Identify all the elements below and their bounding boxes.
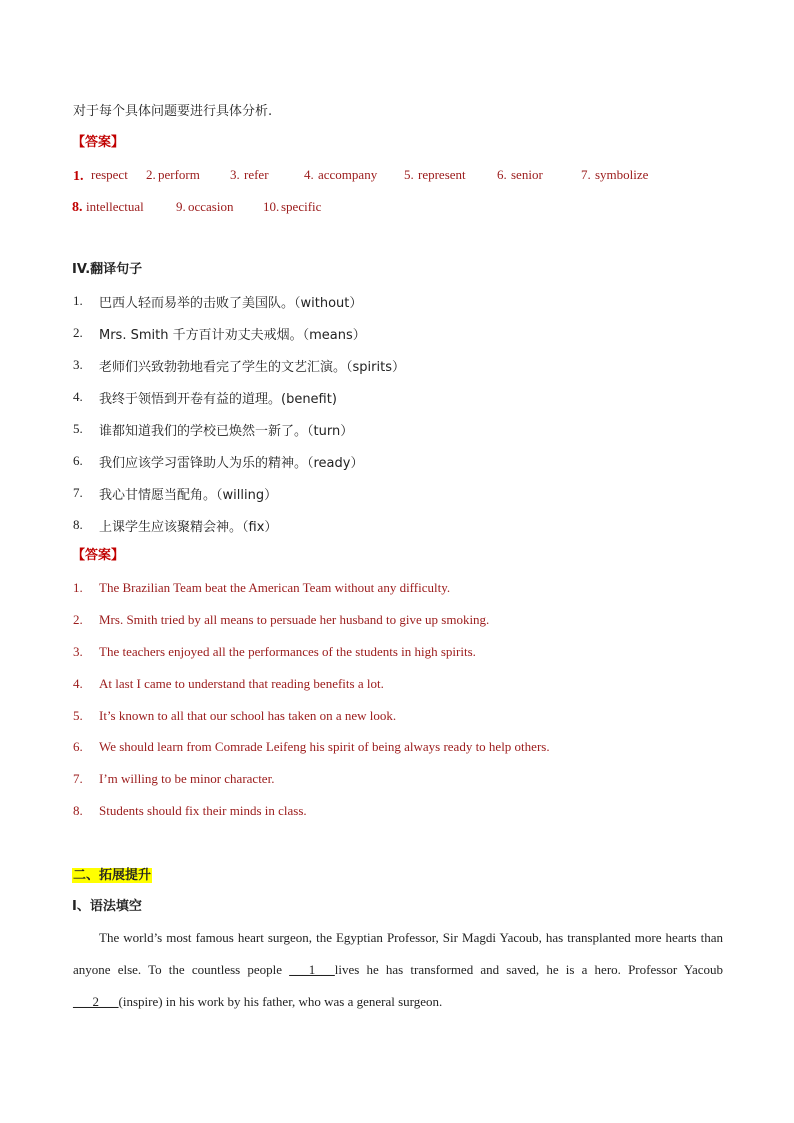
- blank-1[interactable]: ___1___: [289, 962, 335, 977]
- item-number: 3.: [73, 357, 83, 372]
- translation-answer: Students should fix their minds in class.: [99, 803, 307, 818]
- translation-question: 我心甘情愿当配角。（willing）: [99, 488, 278, 503]
- item-number: 8.: [73, 517, 83, 532]
- passage-text: lives he has transformed and saved, he is a hero. Professor Yacoub: [334, 962, 723, 977]
- vocab-num: 2.: [146, 167, 156, 182]
- answer-label: 【答案】: [72, 548, 125, 563]
- translation-answer: At last I came to understand that reading benefits a lot.: [99, 676, 384, 691]
- item-number: 1.: [73, 293, 83, 308]
- vocab-num: 7.: [581, 167, 591, 182]
- vocab-word: refer: [244, 167, 269, 182]
- vocab-word: symbolize: [595, 167, 649, 182]
- vocab-word: specific: [281, 199, 322, 214]
- translation-question: 老师们兴致勃勃地看完了学生的文艺汇演。（spirits）: [99, 360, 405, 375]
- answer-label: 【答案】: [72, 135, 125, 150]
- item-number: 6.: [73, 739, 83, 754]
- translation-question: 上课学生应该聚精会神。（fix）: [99, 520, 278, 535]
- intro-text: 对于每个具体问题要进行具体分析.: [73, 104, 273, 119]
- part-title-text: 二、拓展提升: [73, 868, 152, 883]
- vocab-num: 1.: [73, 169, 84, 184]
- vocab-word: accompany: [318, 167, 378, 182]
- translation-question: 我们应该学习雷锋助人为乐的精神。（ready）: [99, 456, 364, 471]
- translation-question: 巴西人轻而易举的击败了美国队。（without）: [99, 296, 363, 311]
- vocab-num: 3.: [230, 167, 240, 182]
- translation-question: Mrs. Smith 千方百计劝丈夫戒烟。（means）: [99, 328, 366, 343]
- passage-text: (inspire) in his work by his father, who was a general surgeon.: [118, 994, 443, 1009]
- translation-answer: The teachers enjoyed all the performances of the students in high spirits.: [99, 644, 476, 659]
- grammar-fill-passage: [73, 922, 723, 1018]
- item-number: 6.: [73, 453, 83, 468]
- vocab-word: represent: [418, 167, 466, 182]
- translation-answer: We should learn from Comrade Leifeng his spirit of being always ready to help others.: [99, 739, 550, 754]
- part-title: [72, 867, 152, 885]
- section-title: IV.翻译句子: [72, 262, 143, 277]
- translation-question: 我终于领悟到开卷有益的道理。(benefit): [99, 392, 337, 407]
- passage-text: The world’s most famous heart surgeon, the Egyptian Professor, Sir Magdi Yacoub, has transplanted more hearts than anyone else. To the countless people: [73, 930, 723, 977]
- item-number: 8.: [73, 803, 83, 818]
- translation-answer: It’s known to all that our school has taken on a new look.: [99, 708, 397, 723]
- item-number: 7.: [73, 485, 83, 500]
- vocab-num: 6.: [497, 167, 507, 182]
- vocab-word: intellectual: [86, 199, 144, 214]
- vocab-word: occasion: [188, 199, 234, 214]
- item-number: 1.: [73, 580, 83, 595]
- translation-answer: The Brazilian Team beat the American Team without any difficulty.: [99, 580, 451, 595]
- vocab-num: 9.: [176, 199, 186, 214]
- item-number: 5.: [73, 708, 83, 723]
- translation-answer: I’m willing to be minor character.: [99, 771, 275, 786]
- item-number: 2.: [73, 612, 83, 627]
- vocab-word: respect: [91, 167, 128, 182]
- item-number: 7.: [73, 771, 83, 786]
- item-number: 4.: [73, 676, 83, 691]
- translation-answer: Mrs. Smith tried by all means to persuade her husband to give up smoking.: [99, 612, 490, 627]
- subsection-title: I、语法填空: [72, 899, 142, 914]
- vocab-word: perform: [158, 167, 200, 182]
- vocab-word: senior: [511, 167, 543, 182]
- item-number: 5.: [73, 421, 83, 436]
- translation-question: 谁都知道我们的学校已焕然一新了。（turn）: [99, 424, 354, 439]
- vocab-num: 8.: [72, 200, 83, 215]
- vocab-num: 10.: [263, 199, 280, 214]
- vocab-num: 5.: [404, 167, 414, 182]
- item-number: 3.: [73, 644, 83, 659]
- blank-2[interactable]: ___2___: [73, 994, 119, 1009]
- vocab-num: 4.: [304, 167, 314, 182]
- item-number: 2.: [73, 325, 83, 340]
- item-number: 4.: [73, 389, 83, 404]
